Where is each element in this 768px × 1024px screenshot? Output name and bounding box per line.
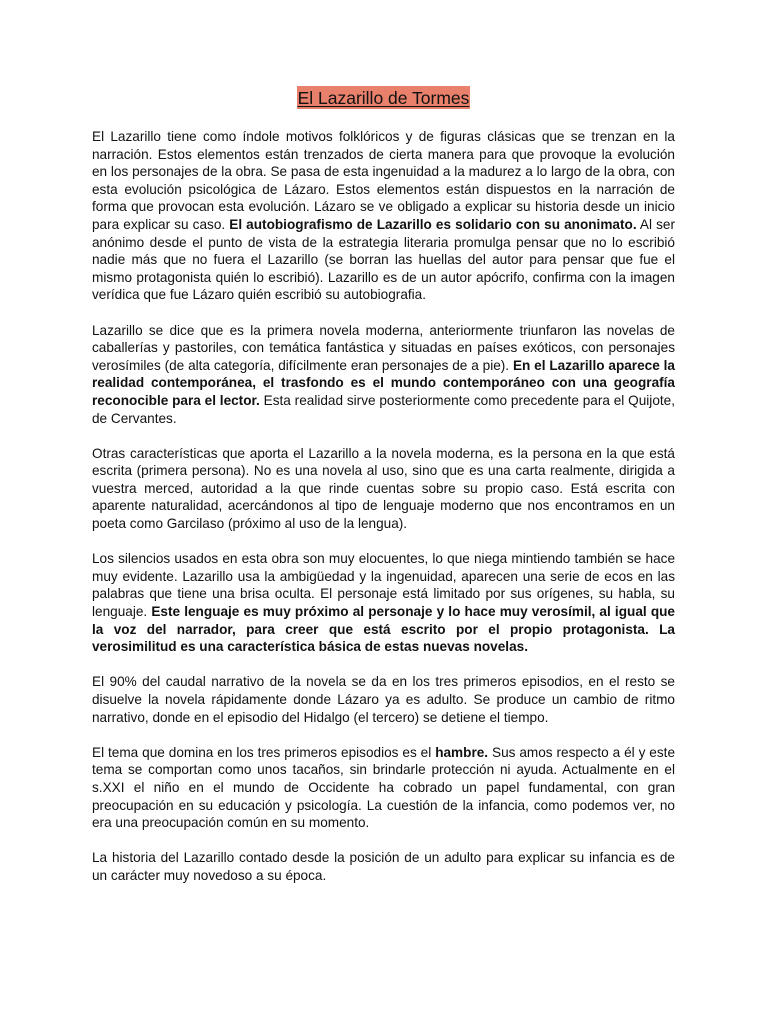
text-run: Al ser anónimo desde el punto de vista de la estrategia literaria promulga pensar que no lo escribió nadie más que no fuera el Lazarillo (se borran las huellas del autor para pensar que fue el mismo protagonista quién lo escribió). Lazarillo es de un autor apócrifo, confirma con la imagen verídica que fue Lázaro quién escribió su autobiografia. xyxy=(92,216,675,303)
text-run: El tema que domina en los tres primeros episodios es el xyxy=(92,744,436,760)
text-run: Sus amos respecto a él y este tema se comportan como unos tacaños, sin brindarle protección ni ayuda. Actualmente en el s.XXI el niño en el mundo de Occidente ha cobrado un papel fundamental, con gran preocupación en su educación y psicología. La cuestión de la infancia, como podemos ver, no era una preocupación común en su momento. xyxy=(92,744,676,831)
paragraph xyxy=(92,550,675,656)
paragraph xyxy=(92,128,675,304)
paragraph xyxy=(92,744,675,832)
text-run: La historia del Lazarillo contado desde la posición de un adulto para explicar su infancia es de un carácter muy novedoso a su época. xyxy=(92,850,675,883)
text-run: El 90% del caudal narrativo de la novela se da en los tres primeros episodios, en el resto se disuelve la novela rápidamente donde Lázaro ya es adulto. Se produce un cambio de ritmo narrativo, donde en el episodio del Hidalgo (el tercero) se detiene el tiempo. xyxy=(92,674,675,725)
title-wrap xyxy=(92,0,675,112)
bold-text-run: El autobiografismo de Lazarillo es solidario con su anonimato. xyxy=(229,216,637,232)
paragraph xyxy=(92,322,675,428)
bold-text-run: Este lenguaje es muy próximo al personaje y lo hace muy verosímil, al igual que la voz del narrador, para creer que está escrito por el propio protagonista. La verosimilitud es una característica básica de estas nuevas novelas. xyxy=(92,604,675,655)
text-run: Esta realidad sirve posteriormente como precedente para el Quijote, de Cervantes. xyxy=(92,392,675,426)
document-body xyxy=(92,128,675,885)
text-run: Otras características que aporta el Lazarillo a la novela moderna, es la persona en la que está escrita (primera persona). No es una novela al uso, sino que es una carta realmente, dirigida a vuestra merced, autoridad a la que rinde cuentas sobre su propio caso. Está escrita con aparente naturalidad, acercándonos al tipo de lenguaje moderno que nos encontramos en un poeta como Garcilaso (próximo al uso de la lengua). xyxy=(92,445,675,532)
text-run: Los silencios usados en esta obra son muy elocuentes, lo que niega mintiendo también se hace muy evidente. Lazarillo usa la ambigüedad y la ingenuidad, aparecen una serie de ecos en las palabras que tiene una brisa oculta. El personaje está limitado por sus orígenes, su habla, su lenguaje. xyxy=(92,551,675,620)
bold-text-run: En el Lazarillo aparece la realidad contemporánea, el trasfondo es el mundo contemporáneo con una geografía reconocible para el lector. xyxy=(92,357,675,408)
text-run: El Lazarillo tiene como índole motivos folklóricos y de figuras clásicas que se trenzan en la narración. Estos elementos están trenzados de cierta manera para que provoque la evolución en los personajes de la obra. Se pasa de esta ingenuidad a la madurez a lo largo de la obra, con esta evolución psicológica de Lázaro. Estos elementos están dispuestos en la narración de forma que provocan esta evolución. Lázaro se ve obligado a explicar su historia desde un inicio para explicar su caso. xyxy=(92,129,675,232)
paragraph xyxy=(92,445,675,533)
text-run: Lazarillo se dice que es la primera novela moderna, anteriormente triunfaron las novelas de caballerías y pastoriles, con temática fantástica y situadas en países exóticos, con personajes verosímiles (de alta categoría, difícilmente eran personajes de a pie). xyxy=(92,322,675,373)
paragraph xyxy=(92,673,675,726)
paragraph xyxy=(92,849,675,884)
bold-text-run: hambre. xyxy=(435,744,489,760)
document-title: El Lazarillo de Tormes xyxy=(297,88,470,108)
